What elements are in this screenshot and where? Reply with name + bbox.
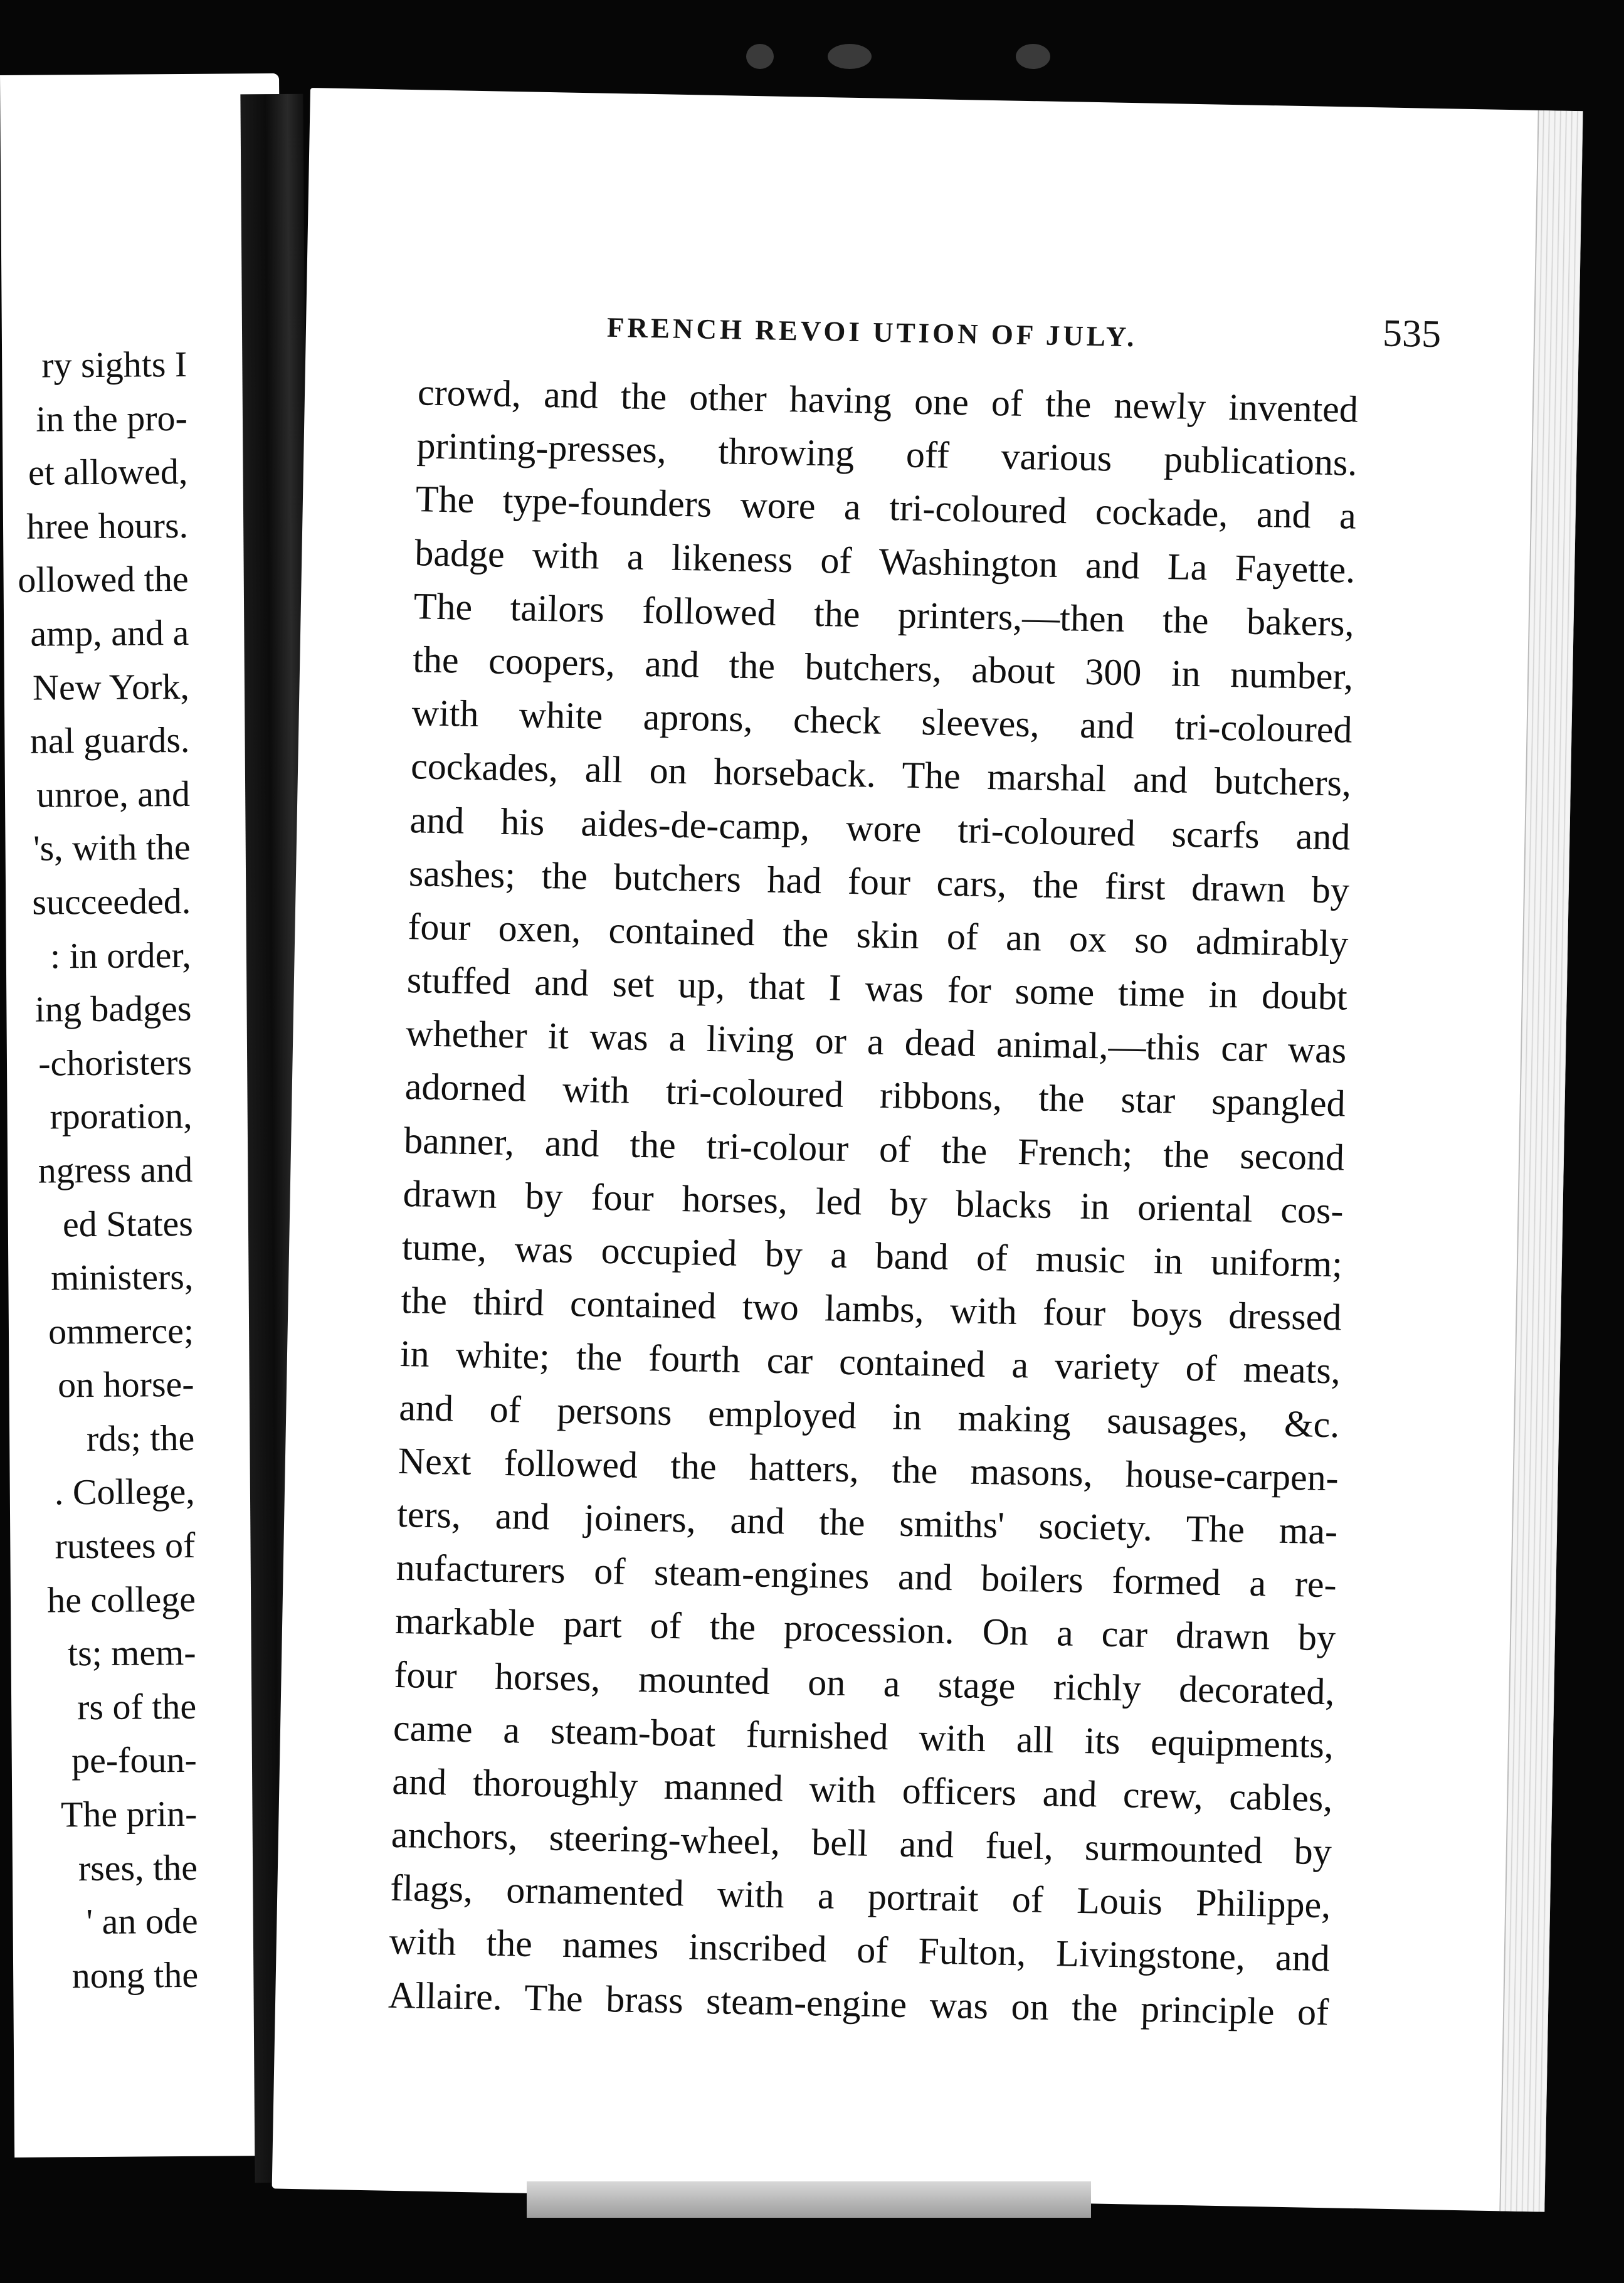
text-line: banner, and the tri-colour of the French; the second	[403, 1119, 1345, 1179]
left-page-line-text: ministers,	[50, 1256, 194, 1298]
dust-speck	[1016, 44, 1050, 69]
left-page-line	[8, 1195, 287, 1251]
right-page	[272, 88, 1583, 2212]
text-line: and his aides-de-camp, wore tri-coloured scarfs and	[409, 798, 1351, 858]
left-page-line	[13, 1840, 292, 1895]
left-page-line-text: rporation,	[50, 1095, 192, 1137]
left-page-line-text: ollowed the	[18, 558, 189, 601]
left-page-line-text: : in order,	[50, 934, 192, 977]
left-page-line	[3, 390, 282, 446]
left-page-line	[13, 1947, 293, 2003]
left-page-line-text: hree hours.	[26, 504, 189, 547]
text-line: badge with a likeness of Washington and La Fayette.	[414, 531, 1356, 591]
left-page-line	[10, 1518, 290, 1574]
text-line: and thoroughly manned with officers and crew, cables,	[391, 1760, 1333, 1820]
left-page-line-text: rses, the	[78, 1846, 198, 1888]
left-page-line-text: The prin-	[60, 1793, 198, 1835]
left-page-line	[4, 712, 284, 768]
left-page-line-text: et allowed,	[28, 451, 188, 493]
left-page-line-text: rustees of	[55, 1524, 196, 1567]
left-page-line-text: pe-foun-	[71, 1739, 197, 1781]
left-page-line	[9, 1411, 289, 1466]
left-page-line	[8, 1142, 287, 1198]
left-page-line	[13, 1894, 292, 1949]
left-page-line	[11, 1625, 290, 1681]
left-page-line-text: succeeded.	[32, 880, 191, 923]
text-line: adorned with tri-coloured ribbons, the star spangled	[404, 1066, 1346, 1125]
text-line: whether it was a living or a dead animal,—this car was	[405, 1012, 1347, 1071]
left-page-line	[6, 981, 286, 1037]
left-page-line-text: 's, with the	[33, 827, 191, 869]
left-page-line-text: in the pro-	[35, 397, 188, 440]
left-page-line-text: -choristers	[38, 1041, 192, 1084]
text-line: four oxen, contained the skin of an ox so admirably	[407, 905, 1349, 965]
left-page-line-text: ommerce;	[48, 1310, 194, 1352]
page-number: 535	[1382, 312, 1442, 356]
left-page-line	[11, 1732, 291, 1788]
text-line: came a steam-boat furnished with all its equipments,	[393, 1707, 1334, 1766]
text-line: with white aprons, check sleeves, and tri-coloured	[411, 692, 1353, 751]
left-page-line-text: ts; mem-	[67, 1632, 196, 1674]
body-text	[388, 366, 1359, 2039]
text-line: printing-presses, throwing off various publications.	[416, 425, 1358, 484]
left-page-line	[2, 337, 282, 393]
text-line: crowd, and the other having one of the newly invented	[417, 371, 1359, 430]
text-line: The type-founders wore a tri-coloured cockade, and a	[415, 478, 1357, 538]
left-page-line	[5, 820, 285, 876]
left-page-line-text: ed States	[62, 1202, 194, 1244]
left-page-line-text: amp, and a	[30, 612, 189, 654]
left-page-line-text: . College,	[54, 1471, 195, 1513]
left-page-line	[6, 874, 285, 930]
left-page-line	[11, 1571, 290, 1627]
text-line: The tailors followed the printers,—then the bakers,	[413, 585, 1355, 644]
running-head-title: FRENCH REVOI UTION OF JULY.	[606, 311, 1137, 353]
dust-speck	[746, 44, 774, 69]
left-page-line	[3, 444, 282, 500]
left-page-line-text: unroe, and	[36, 773, 191, 815]
left-page-line	[6, 927, 286, 983]
text-line: flags, ornamented with a portrait of Louis Philippe,	[389, 1867, 1331, 1926]
left-page-line	[12, 1786, 292, 1842]
running-head	[606, 297, 1442, 381]
left-page-line	[5, 766, 285, 822]
text-line: with the names inscribed of Fulton, Livingstone, and	[389, 1920, 1331, 1979]
left-page-line-text: ing badges	[34, 988, 192, 1030]
text-line: in white; the fourth car contained a variety of meats,	[399, 1333, 1341, 1392]
dust-speck	[828, 44, 872, 69]
text-line: ters, and joiners, and the smiths' society. The ma-	[396, 1493, 1338, 1552]
text-line: stuffed and set up, that I was for some time in doubt	[406, 959, 1348, 1018]
left-page-line-text: on horse-	[57, 1364, 194, 1406]
text-line: anchors, steering-wheel, bell and fuel, surmounted by	[391, 1813, 1332, 1873]
book-bottom-edge	[527, 2181, 1091, 2218]
left-page-line	[11, 1679, 291, 1735]
left-page-line-text: ry sights I	[41, 343, 187, 386]
text-line: sashes; the butchers had four cars, the first drawn by	[408, 852, 1350, 911]
left-page-line-text: New York,	[32, 665, 190, 708]
left-page-line	[4, 659, 284, 714]
left-page-line-text: rs of the	[76, 1685, 197, 1728]
text-line: the coopers, and the butchers, about 300 in number,	[412, 638, 1354, 697]
text-line: Allaire. The brass steam-engine was on the principle of	[388, 1974, 1329, 2033]
left-page-line	[3, 498, 283, 554]
left-page-line-text: ngress and	[38, 1148, 193, 1191]
left-page-line	[4, 605, 283, 661]
left-page-line	[9, 1464, 289, 1520]
text-line: Next followed the hatters, the masons, house-carpen-	[398, 1439, 1339, 1499]
left-page-line-text: rds; the	[86, 1417, 195, 1459]
text-line: and of persons employed in making sausages, &c.	[398, 1386, 1340, 1445]
text-line: markable part of the procession. On a car drawn by	[394, 1600, 1336, 1659]
text-line: drawn by four horses, led by blacks in oriental cos-	[403, 1172, 1344, 1232]
text-line: four horses, mounted on a stage richly decorated,	[394, 1653, 1336, 1712]
left-page-line	[9, 1303, 288, 1359]
text-line: nufacturers of steam-engines and boilers formed a re-	[396, 1547, 1337, 1606]
text-line: cockades, all on horseback. The marshal and butchers,	[410, 745, 1352, 804]
left-page-line	[7, 1088, 287, 1144]
left-page-line-text: he college	[47, 1578, 196, 1621]
left-page-line-text: nal guards.	[29, 719, 190, 761]
left-page-line	[9, 1357, 288, 1412]
left-page-line	[3, 551, 283, 607]
left-page-line	[7, 1035, 287, 1091]
text-line: the third contained two lambs, with four boys dressed	[400, 1279, 1342, 1338]
text-line: tume, was occupied by a band of music in uniform;	[401, 1226, 1343, 1285]
left-page-line-text: ' an ode	[86, 1900, 198, 1942]
left-page-line-text: nong the	[71, 1954, 199, 1996]
left-page-line	[8, 1249, 288, 1305]
